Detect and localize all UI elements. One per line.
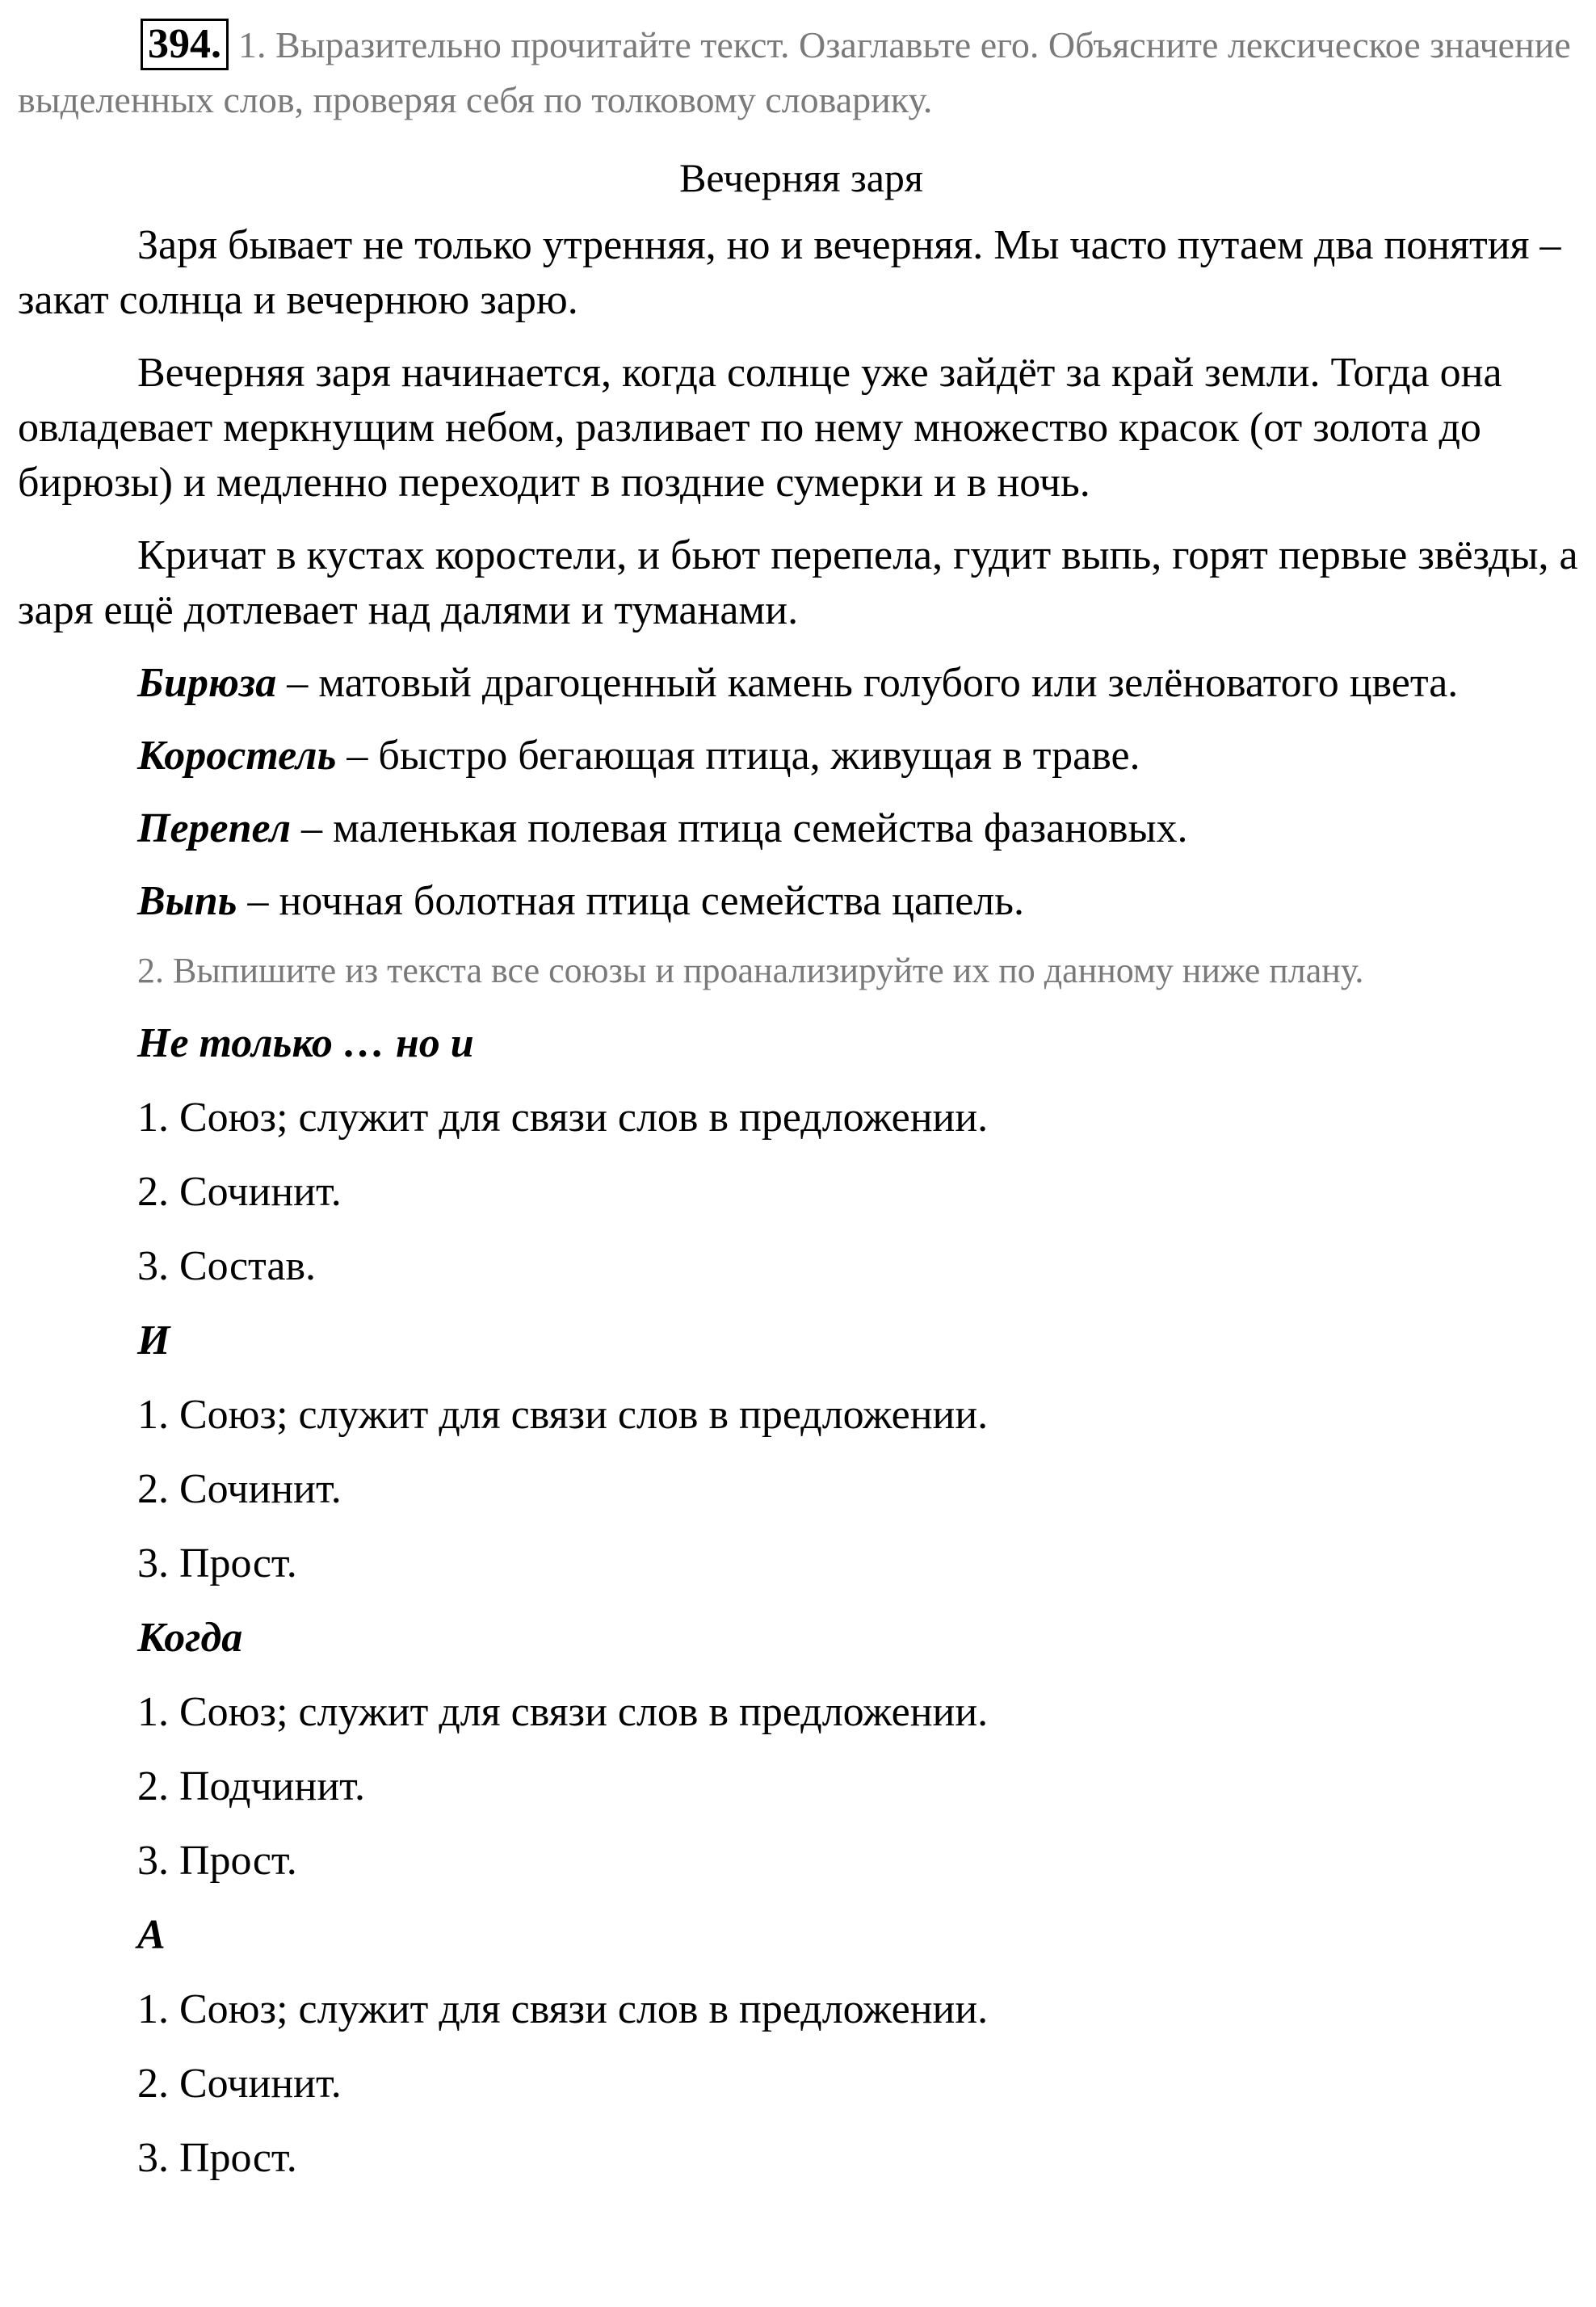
task-1-instruction: 1. Выразительно прочитайте текст. Озаглавьте его. Объясните лексическое значение выделенных слов, проверяя себя по толковому словарику. [18, 24, 1571, 120]
definition-term: Выпь [137, 878, 237, 924]
analysis-line: 1. Союз; служит для связи слов в предложении. [137, 1986, 989, 2032]
conjunction-i [18, 1313, 1585, 1591]
definition-term: Бирюза [137, 660, 277, 706]
analysis-line: 2. Сочинит. [137, 1466, 342, 1512]
definition-term: Перепел [137, 805, 291, 851]
conjunction-title: А [137, 1912, 166, 1958]
page [18, 18, 1585, 2205]
analysis-line: 3. Состав. [137, 1243, 317, 1289]
analysis-line: 3. Прост. [137, 1838, 297, 1884]
analysis-line: 2. Сочинит. [137, 2061, 342, 2107]
conjunction-title: И [137, 1317, 170, 1364]
text-title: Вечерняя заря [679, 155, 923, 200]
analysis-line: 1. Союз; служит для связи слов в предложении. [137, 1689, 989, 1735]
analysis-line: 3. Прост. [137, 1540, 297, 1586]
conjunction-kogda [18, 1611, 1585, 1889]
definition-korostel [18, 729, 1585, 784]
definition-biryuza [18, 656, 1585, 711]
analysis-line: 2. Сочинит. [137, 1169, 342, 1215]
definition-meaning: – матовый драгоценный камень голубого или зелёноватого цвета. [276, 660, 1459, 706]
task-1-header [18, 18, 1585, 128]
conjunction-title: Не только … но и [137, 1020, 474, 1066]
exercise-number: 394. [141, 19, 229, 70]
definition-perepel [18, 801, 1585, 856]
paragraph-1: Заря бывает не только утренняя, но и вечерняя. Мы часто путаем два понятия – закат солнца и вечернюю зарю. [18, 222, 1561, 323]
definition-vyp [18, 874, 1585, 929]
analysis-line: 3. Прост. [137, 2135, 297, 2181]
definition-meaning: – ночная болотная птица семейства цапель. [237, 878, 1024, 924]
analysis-line: 1. Союз; служит для связи слов в предложении. [137, 1095, 989, 1141]
definition-meaning: – маленькая полевая птица семейства фазановых. [291, 805, 1188, 851]
paragraph-3: Кричат в кустах коростели, и бьют перепела, гудит выпь, горят первые звёзды, а заря ещё дотлевает над далями и туманами. [18, 532, 1578, 633]
conjunction-a [18, 1908, 1585, 2186]
analysis-line: 1. Союз; служит для связи слов в предложении. [137, 1392, 989, 1438]
conjunction-title: Когда [137, 1615, 243, 1661]
definition-term: Коростель [137, 733, 337, 779]
analysis-line: 2. Подчинит. [137, 1763, 365, 1809]
paragraph-2: Вечерняя заря начинается, когда солнце уже зайдёт за край земли. Тогда она овладевает меркнущим небом, разливает по нему множество красок (от золота до бирюзы) и медленно переходит в поздние сумерки и в ночь. [18, 350, 1502, 506]
definition-meaning: – быстро бегающая птица, живущая в траве. [336, 733, 1140, 779]
conjunction-ne-tolko-no-i [18, 1016, 1585, 1294]
task-2-instruction: 2. Выпишите из текста все союзы и проанализируйте их по данному ниже плану. [137, 951, 1364, 990]
